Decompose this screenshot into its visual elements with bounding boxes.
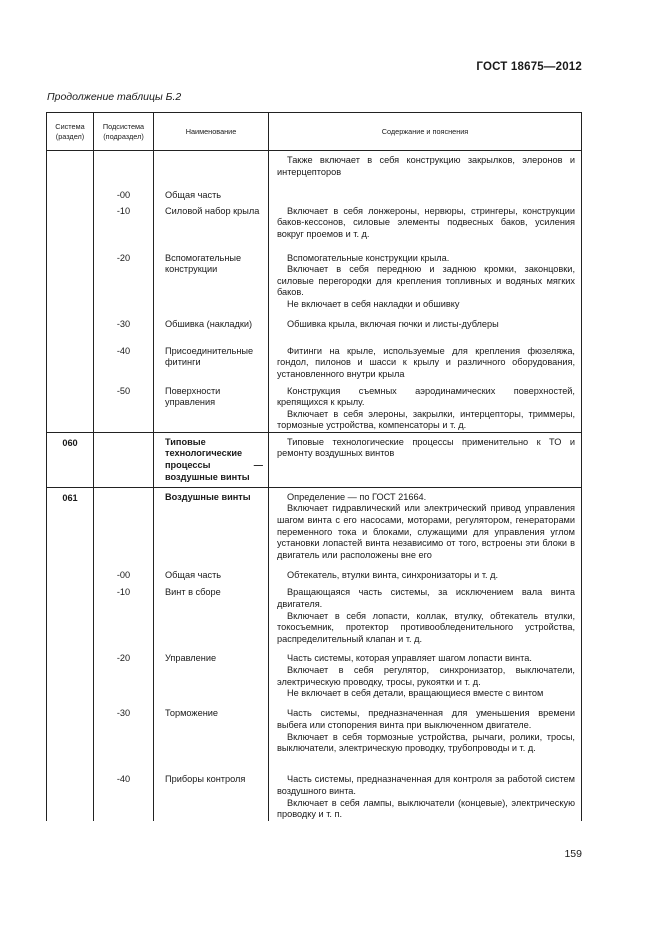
content-paragraph: Не включает в себя детали, вращающиеся вместе с винтом — [287, 688, 544, 699]
item-name-cell: Поверхности управления — [154, 382, 269, 433]
table-row — [47, 382, 582, 433]
system-code-cell: 060 — [47, 432, 94, 487]
system-code-cell — [47, 151, 94, 186]
content-cell — [269, 151, 582, 186]
table-continuation-label: Продолжение таблицы Б.2 — [47, 91, 182, 103]
table-body — [47, 151, 582, 821]
table-row — [47, 202, 582, 249]
content-paragraph: Обшивка крыла, включая гючки и листы-дублеры — [287, 318, 499, 329]
content-cell — [269, 186, 582, 202]
table-row — [47, 704, 582, 770]
system-code-cell — [47, 382, 94, 433]
item-name-cell — [154, 151, 269, 186]
subsystem-code-cell: -40 — [94, 770, 154, 820]
content-paragraph: Включает в себя лопасти, коллак, втулку, обтекатель втулки, токосъемник, протектор противообледенительного устройства, распределительный клапан и т. д. — [277, 610, 575, 644]
system-code-cell — [47, 342, 94, 382]
system-code-cell — [47, 566, 94, 583]
column-header-system: Система (раздел) — [47, 113, 94, 151]
system-code-cell — [47, 770, 94, 820]
content-cell — [269, 487, 582, 566]
subsystem-code-cell — [94, 151, 154, 186]
table-row — [47, 186, 582, 202]
content-paragraph: Включает в себя элероны, закрылки, интерцепторы, триммеры, тормозные устройства, компенсаторы и т. д. — [277, 408, 575, 431]
system-code-cell — [47, 186, 94, 202]
content-cell — [269, 770, 582, 820]
table-row — [47, 249, 582, 315]
content-paragraph: Часть системы, которая управляет шагом лопасти винта. — [287, 653, 532, 664]
item-name-cell: Винт в сборе — [154, 583, 269, 649]
content-cell — [269, 382, 582, 433]
content-paragraph: Определение — по ГОСТ 21664. — [287, 491, 427, 502]
item-name-cell: Приборы контроля — [154, 770, 269, 820]
content-paragraph: Вращающаяся часть системы, за исключением вала винта двигателя. — [277, 587, 575, 609]
content-paragraph: Включает в себя лампы, выключатели (концевые), электрическую проводку и т. п. — [277, 797, 575, 820]
subsystem-code-cell: -20 — [94, 249, 154, 315]
content-paragraph: Обтекатель, втулки винта, синхронизаторы и т. д. — [287, 570, 499, 581]
subsystem-code-cell: -50 — [94, 382, 154, 433]
table-row — [47, 649, 582, 704]
subsystem-code-cell: -00 — [94, 566, 154, 583]
item-name-cell: Управление — [154, 649, 269, 704]
column-header-name: Наименование — [154, 113, 269, 151]
subsystem-code-cell — [94, 487, 154, 566]
system-code-cell: 061 — [47, 487, 94, 566]
subsystem-code-cell: -10 — [94, 583, 154, 649]
item-name-cell: Силовой набор крыла — [154, 202, 269, 249]
system-code-cell — [47, 583, 94, 649]
item-name-cell: Общая часть — [154, 186, 269, 202]
content-paragraph: Также включает в себя конструкцию закрылков, элеронов и интерцепторов — [277, 155, 575, 177]
content-paragraph: Фитинги на крыле, используемые для крепления фюзеляжа, гондол, пилонов и шасси к крылу и различного оборудования, установленного внутри крыла — [277, 345, 575, 379]
document-code: ГОСТ 18675—2012 — [476, 61, 582, 73]
content-paragraph: Включает в себя регулятор, синхронизатор, выключатели, электрическую проводку, тросы, рукоятки и т. д. — [277, 664, 575, 687]
table-row — [47, 151, 582, 186]
table-header-row — [47, 113, 582, 151]
content-cell — [269, 566, 582, 583]
item-name-cell: Общая часть — [154, 566, 269, 583]
system-code-cell — [47, 704, 94, 770]
subsystem-code-cell: -40 — [94, 342, 154, 382]
content-paragraph: Конструкция съемных аэродинамических поверхностей, крепящихся к крылу. — [277, 385, 575, 408]
system-code-cell — [47, 249, 94, 315]
content-cell — [269, 704, 582, 770]
item-name-cell: Вспомогательные конструкции — [154, 249, 269, 315]
content-cell — [269, 432, 582, 487]
content-paragraph: Часть системы, предназначенная для уменьшения времени выбега или стопорения винта при выключенном двигателе. — [277, 708, 575, 730]
item-name-cell: Обшивка (накладки) — [154, 315, 269, 342]
item-name-cell: Торможение — [154, 704, 269, 770]
systems-table-container — [46, 112, 581, 821]
table-row — [47, 342, 582, 382]
table-row — [47, 566, 582, 583]
content-cell — [269, 649, 582, 704]
content-paragraph: Включает в себя переднюю и заднюю кромки, законцовки, силовые перегородки для крепления топливных и водяных мягких баков. — [277, 264, 575, 298]
system-code-cell — [47, 315, 94, 342]
content-paragraph: Включает в себя тормозные устройства, рычаги, ролики, тросы, выключатели, электрическую проводку, трубопроводы и т. д. — [277, 731, 575, 754]
table-row — [47, 315, 582, 342]
subsystem-code-cell: -30 — [94, 315, 154, 342]
subsystem-code-cell: -20 — [94, 649, 154, 704]
table-row — [47, 770, 582, 820]
column-header-subsystem: Подсистема (подраздел) — [94, 113, 154, 151]
content-paragraph: Не включает в себя накладки и обшивку — [287, 298, 460, 309]
content-cell — [269, 249, 582, 315]
item-name-cell: Воздушные винты — [154, 487, 269, 566]
content-paragraph: Часть системы, предназначенная для контроля за работой систем воздушного винта. — [277, 774, 575, 796]
content-paragraph: Типовые технологические процессы применительно к ТО и ремонту воздушных винтов — [277, 436, 575, 459]
content-cell — [269, 315, 582, 342]
systems-table — [46, 112, 582, 821]
item-name-cell: Типовые технологические процессы — воздушные винты — [154, 432, 269, 487]
content-paragraph: Включает в себя лонжероны, нервюры, стрингеры, конструкции баков-кессонов, силовые элементы подвесных баков, усиления вокруг проемов и т. д. — [277, 205, 575, 239]
item-name-cell: Присоединительные фитинги — [154, 342, 269, 382]
system-code-cell — [47, 202, 94, 249]
table-row — [47, 583, 582, 649]
content-cell — [269, 342, 582, 382]
subsystem-code-cell: -10 — [94, 202, 154, 249]
content-paragraph: Вспомогательные конструкции крыла. — [287, 252, 450, 263]
content-paragraph: Включает гидравлический или электрический привод управления шагом винта с его насосами, моторами, регулятором, генераторами переменного тока и блоками, служащими для управления углом установки лопастей винта независимо от того, встроены эти блоки в двигатель или расположены вне его — [277, 503, 575, 560]
content-cell — [269, 583, 582, 649]
subsystem-code-cell — [94, 432, 154, 487]
system-code-cell — [47, 649, 94, 704]
subsystem-code-cell: -00 — [94, 186, 154, 202]
content-cell — [269, 202, 582, 249]
page-number: 159 — [564, 848, 582, 860]
table-row — [47, 432, 582, 487]
subsystem-code-cell: -30 — [94, 704, 154, 770]
table-row — [47, 487, 582, 566]
column-header-content: Содержание и пояснения — [269, 113, 582, 151]
